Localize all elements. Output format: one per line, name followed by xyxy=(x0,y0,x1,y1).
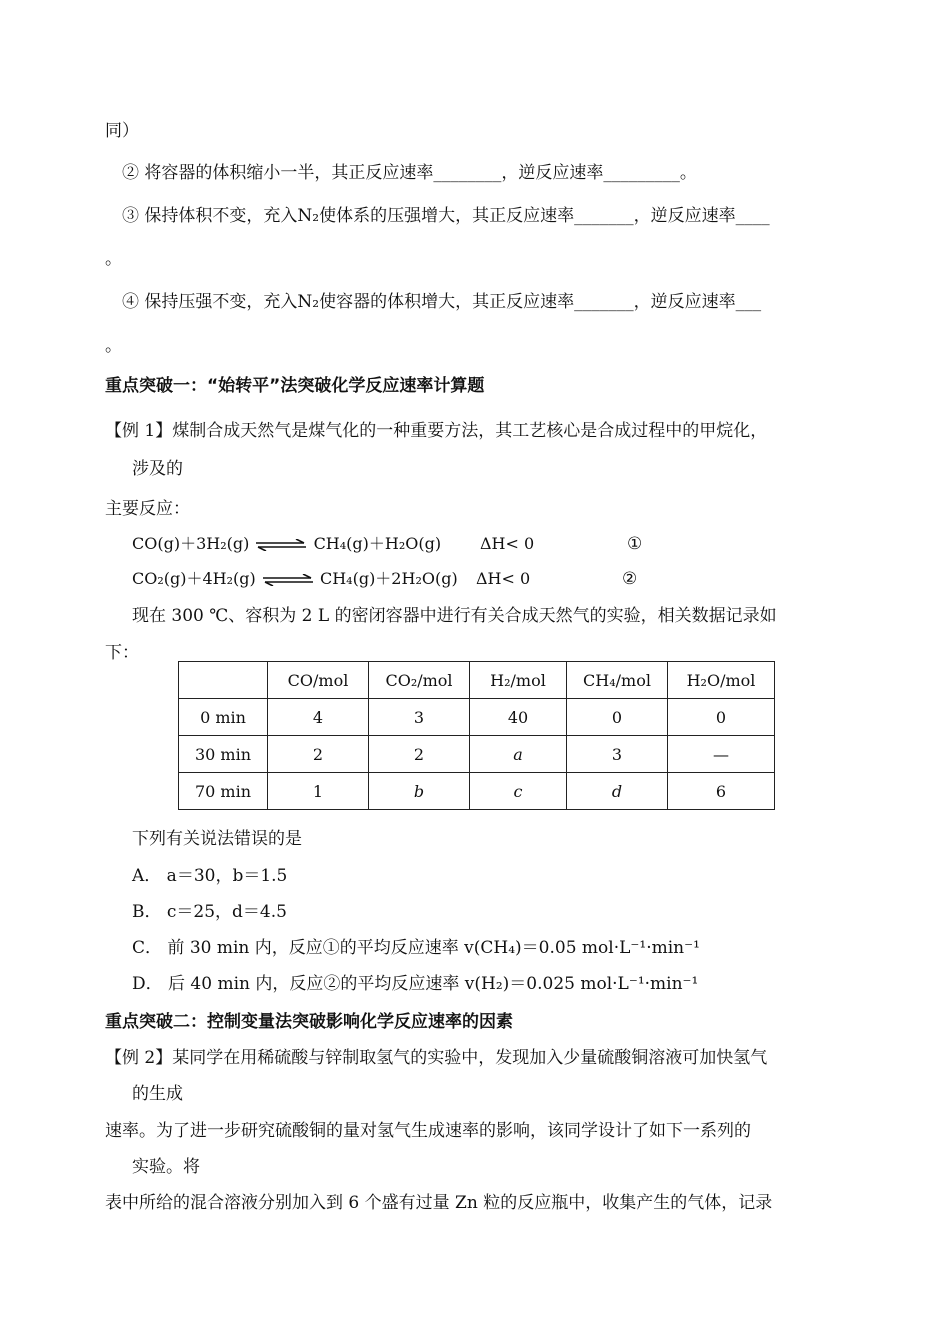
table-cell: 2 xyxy=(369,736,470,773)
equilibrium-arrow-icon xyxy=(263,574,313,586)
table-cell: c xyxy=(470,773,567,810)
section-heading-2: 重点突破二：控制变量法突破影响化学反应速率的因素 xyxy=(105,1012,513,1032)
option-c: C． 前 30 min 内，反应①的平均反应速率 v(CH₄)＝0.05 mol·L⁻¹·min⁻¹ xyxy=(132,938,700,958)
table-cell: 70 min xyxy=(179,773,268,810)
table-cell: 4 xyxy=(268,699,369,736)
question-item-4: ④ 保持压强不变，充入N₂使容器的体积增大，其正反应速率_______，逆反应速率___ xyxy=(122,292,762,312)
table-header-cell: H₂O/mol xyxy=(668,662,775,699)
table-cell: 0 xyxy=(567,699,668,736)
table-cell: 3 xyxy=(567,736,668,773)
table-cell: 30 min xyxy=(179,736,268,773)
reaction-2-products: CH₄(g)＋2H₂O(g) xyxy=(319,569,458,588)
example-2-text: 实验。将 xyxy=(132,1157,200,1177)
example-2-text: 的生成 xyxy=(132,1084,183,1104)
table-cell: 2 xyxy=(268,736,369,773)
question-item-2: ② 将容器的体积缩小一半，其正反应速率________，逆反应速率_________。 xyxy=(122,163,697,183)
text-line: 同） xyxy=(105,121,139,141)
table-cell: 3 xyxy=(369,699,470,736)
reaction-2 xyxy=(132,568,458,590)
question-text: 下列有关说法错误的是 xyxy=(132,829,302,849)
table-cell: — xyxy=(668,736,775,773)
example-2-text: 【例 2】某同学在用稀硫酸与锌制取氢气的实验中，发现加入少量硫酸铜溶液可加快氢气 xyxy=(105,1048,768,1068)
table-row xyxy=(179,736,775,773)
section-heading-1: 重点突破一：“始转平”法突破化学反应速率计算题 xyxy=(105,376,485,396)
table-cell: 1 xyxy=(268,773,369,810)
example-1-text: 下： xyxy=(105,643,139,663)
data-table xyxy=(178,661,775,810)
option-b: B． c＝25，d＝4.5 xyxy=(132,902,287,922)
reaction-2-reactants: CO₂(g)＋4H₂(g) xyxy=(132,569,256,588)
reaction-1-number: ① xyxy=(627,534,643,554)
table-header-cell: H₂/mol xyxy=(470,662,567,699)
reaction-2-number: ② xyxy=(622,569,638,589)
table-header-row xyxy=(179,662,775,699)
reaction-1-products: CH₄(g)＋H₂O(g) xyxy=(313,534,442,553)
reaction-1-reactants: CO(g)＋3H₂(g) xyxy=(132,534,250,553)
text-line: 。 xyxy=(105,336,122,356)
table-header-cell: CO/mol xyxy=(268,662,369,699)
example-1-text: 主要反应： xyxy=(105,499,190,519)
table-header-cell: CH₄/mol xyxy=(567,662,668,699)
example-1-text: 现在 300 ℃、容积为 2 L 的密闭容器中进行有关合成天然气的实验，相关数据记录如 xyxy=(132,606,777,626)
text-line: 。 xyxy=(105,249,122,269)
reaction-2-enthalpy: ΔH< 0 xyxy=(476,569,531,588)
example-1-text: 涉及的 xyxy=(132,459,183,479)
table-row xyxy=(179,773,775,810)
table-cell: 0 xyxy=(668,699,775,736)
reaction-1 xyxy=(132,533,441,555)
table-cell: 0 min xyxy=(179,699,268,736)
example-2-text: 速率。为了进一步研究硫酸铜的量对氢气生成速率的影响，该同学设计了如下一系列的 xyxy=(105,1121,751,1141)
table-header-cell: CO₂/mol xyxy=(369,662,470,699)
question-item-3: ③ 保持体积不变，充入N₂使体系的压强增大，其正反应速率_______，逆反应速率____ xyxy=(122,206,770,226)
option-a: A． a＝30，b＝1.5 xyxy=(132,866,288,886)
reaction-1-enthalpy: ΔH< 0 xyxy=(480,534,535,553)
table-header-cell xyxy=(179,662,268,699)
table-cell: d xyxy=(567,773,668,810)
example-2-text: 表中所给的混合溶液分别加入到 6 个盛有过量 Zn 粒的反应瓶中，收集产生的气体，记录 xyxy=(105,1193,773,1213)
table-cell: 40 xyxy=(470,699,567,736)
table-cell: a xyxy=(470,736,567,773)
table-row xyxy=(179,699,775,736)
equilibrium-arrow-icon xyxy=(256,539,306,551)
option-d: D． 后 40 min 内，反应②的平均反应速率 v(H₂)＝0.025 mol·L⁻¹·min⁻¹ xyxy=(132,974,699,994)
table-cell: b xyxy=(369,773,470,810)
example-1-text: 【例 1】煤制合成天然气是煤气化的一种重要方法，其工艺核心是合成过程中的甲烷化， xyxy=(105,421,768,441)
table-cell: 6 xyxy=(668,773,775,810)
